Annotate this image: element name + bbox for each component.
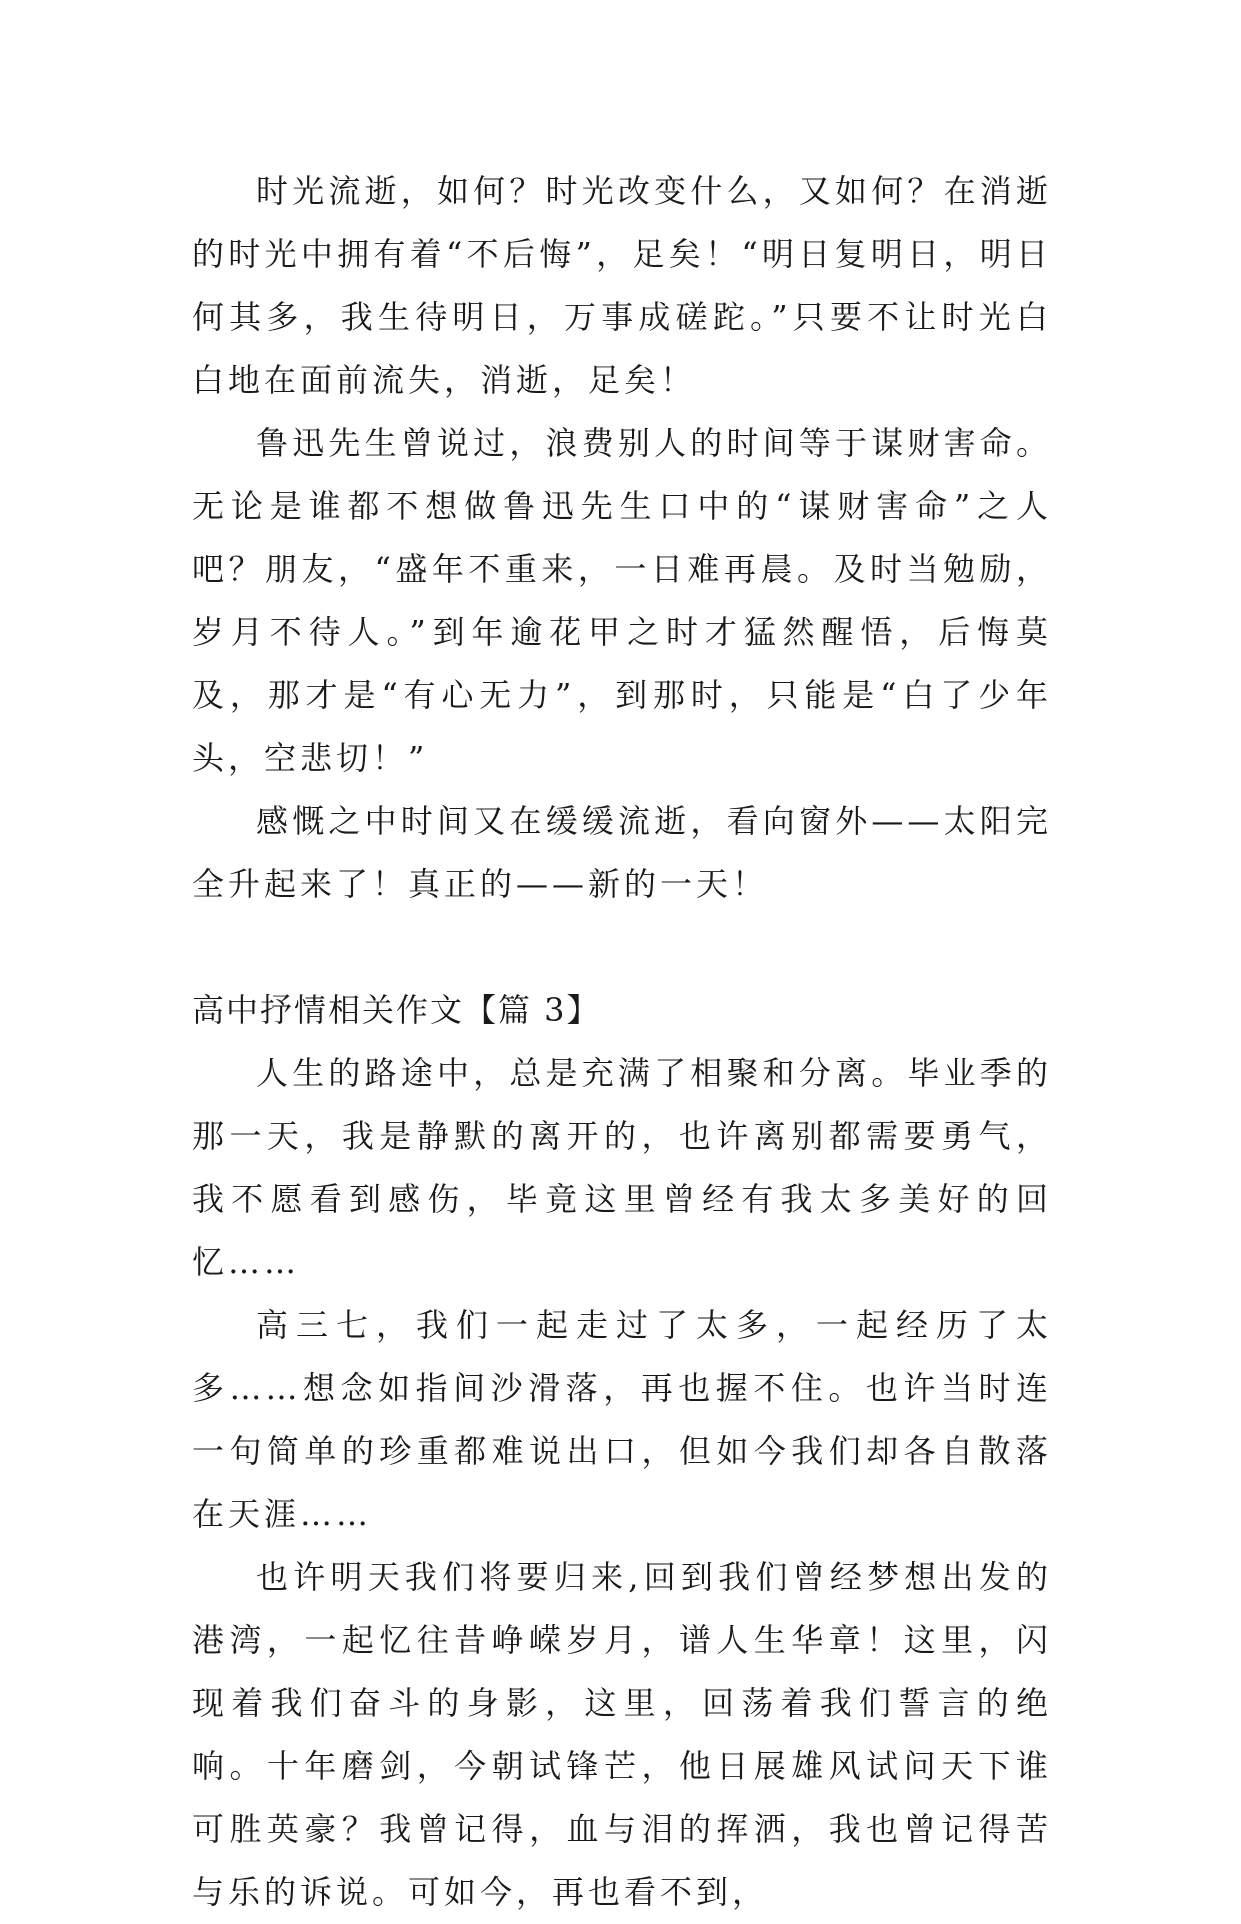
paragraph-new-day: 感慨之中时间又在缓缓流逝，看向窗外——太阳完全升起来了！真正的——新的一天！ <box>192 802 1052 903</box>
section-title: 高中抒情相关作文【篇 3】 <box>192 991 601 1029</box>
paragraph-lu-xun: 鲁迅先生曾说过，浪费别人的时间等于谋财害命。无论是谁都不想做鲁迅先生口中的“谋财害命”之人吧？朋友，“盛年不重来，一日难再晨。及时当勉励，岁月不待人。”到年逾花甲之时才猛然醒悟，后悔莫及，那才是“有心无力”，到那时，只能是“白了少年头，空悲切！” <box>192 424 1052 777</box>
paragraph-return: 也许明天我们将要归来,回到我们曾经梦想出发的港湾，一起忆往昔峥嵘岁月，谱人生华章！这里，闪现着我们奋斗的身影，这里，回荡着我们誓言的绝响。十年磨剑，今朝试锋芒，他日展雄风试问天下谁可胜英豪？我曾记得，血与泪的挥洒，我也曾记得苦与乐的诉说。可如今，再也看不到， <box>192 1558 1052 1911</box>
paragraph-graduation: 人生的路途中，总是充满了相聚和分离。毕业季的那一天，我是静默的离开的，也许离别都需要勇气，我不愿看到感伤，毕竟这里曾经有我太多美好的回忆…… <box>192 1054 1052 1281</box>
document-body <box>192 160 1052 1924</box>
paragraph-time-passing: 时光流逝，如何？时光改变什么，又如何？在消逝的时光中拥有着“不后悔”，足矣！“明日复明日，明日何其多，我生待明日，万事成磋跎。”只要不让时光白白地在面前流失，消逝，足矣！ <box>192 172 1052 399</box>
paragraph-class-memories: 高三七，我们一起走过了太多，一起经历了太多……想念如指间沙滑落，再也握不住。也许当时连一句简单的珍重都难说出口，但如今我们却各自散落在天涯…… <box>192 1306 1052 1533</box>
